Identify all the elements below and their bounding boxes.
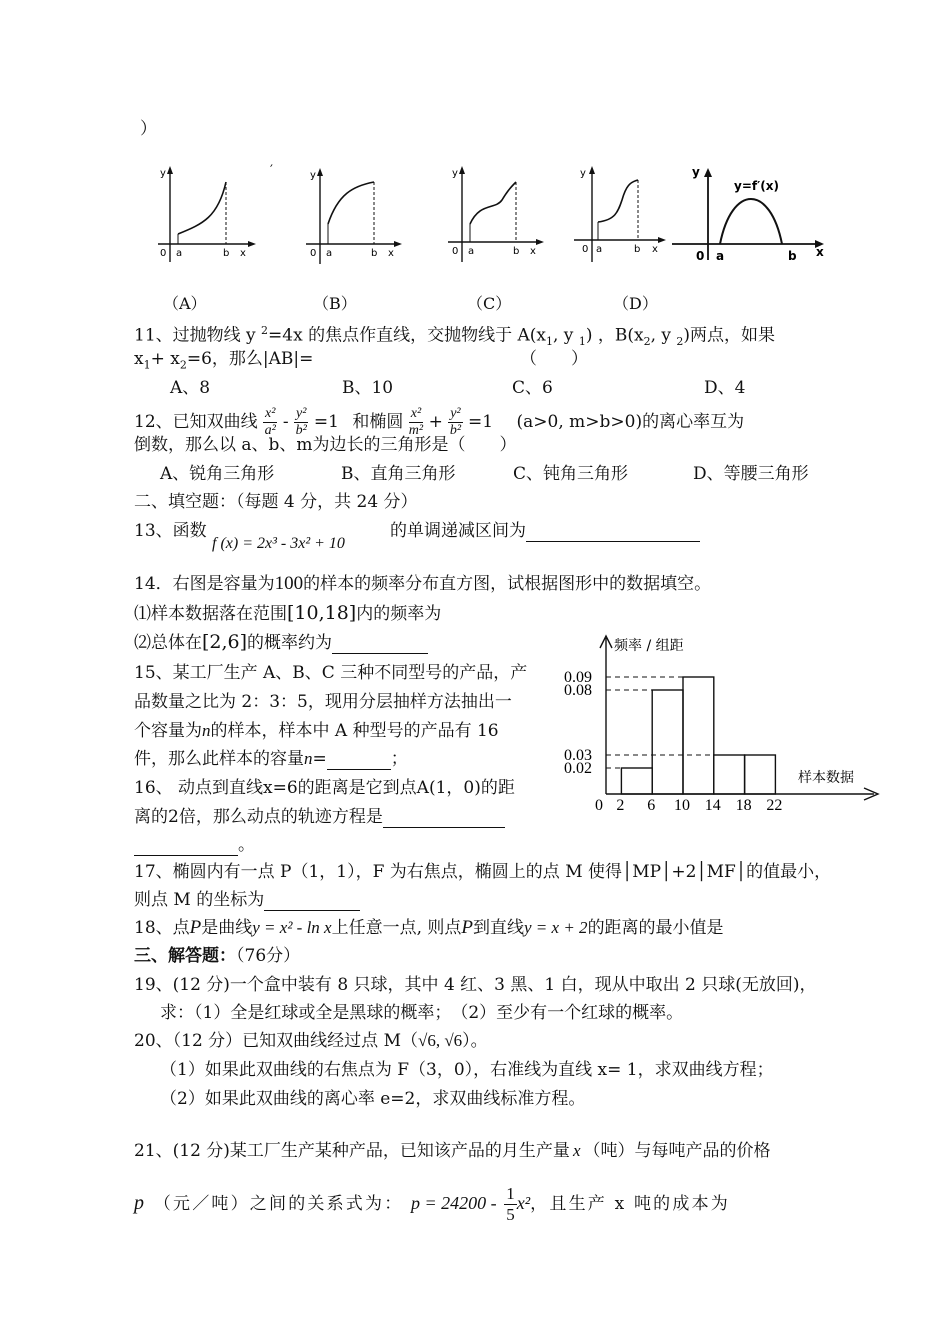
y-axis-label: y <box>310 170 316 181</box>
q14-answer-blank[interactable] <box>332 635 428 654</box>
q17-answer-blank[interactable] <box>264 892 360 911</box>
a-label: a <box>468 246 475 257</box>
q11-option-d: D、4 <box>704 378 746 398</box>
q15-line3: 个容量为n的样本，样本中 A 种型号的产品有 16 <box>134 721 499 741</box>
q17-line1: 17、椭圆内有一点 P（1，1），F 为右焦点，椭圆上的点 M 使得│MP│+2│MF│的值最小， <box>134 862 832 882</box>
q11-option-a: A、8 <box>170 378 211 398</box>
option-a-label: （A） <box>163 294 207 313</box>
graph-d <box>570 162 680 272</box>
option-c-label: （C） <box>467 294 512 313</box>
q21-line2: p （元／吨）之间的关系式为： p = 24200 - $\frac{1}{5}$ x²，且生产 x 吨的成本为 <box>134 1184 730 1224</box>
q12-frac-4: $\frac{\text{y²}}{\text{b²}}$ <box>449 406 462 438</box>
x-axis-label: x <box>816 245 824 259</box>
section-2-heading: 二、填空题：（每题 4 分，共 24 分） <box>134 492 418 512</box>
y-tick-label: 0.03 <box>564 747 592 764</box>
q11-line2: $x_1+ x_2=6$，那么|AB|= <box>134 349 314 372</box>
q13-answer-blank[interactable] <box>526 523 700 542</box>
top-paren: ） <box>140 119 157 139</box>
q15-answer-blank[interactable] <box>327 751 391 770</box>
q12-line1: 12、已知双曲线 $\frac{\text{x²}}{\text{a²}}$ - $\frac{\text{y²}}{\text{b²}}$ =1 和椭圆 $\frac{\text{x²}}{\text{m²}}$ + $\frac{\text{y²}}{\text{b²}}$ =1 (a>0, m>b>0)的离心率互为 <box>134 406 745 438</box>
y-axis-label: y <box>692 165 700 179</box>
fprime-label: y=f′(x) <box>734 179 779 193</box>
q14-line2: ⑴样本数据落在范围[10,18]内的频率为 <box>134 602 442 624</box>
x-tick-label: 14 <box>704 797 721 814</box>
graph-b <box>298 164 408 274</box>
x-axis-label: x <box>652 244 658 255</box>
q20-line3: （2）如果此双曲线的离心率 e=2，求双曲线标准方程。 <box>160 1089 586 1109</box>
q12-frac-3: $\frac{\text{x²}}{\text{m²}}$ <box>408 406 424 438</box>
q14-line3: ⑵总体在[2,6]的概率约为 <box>134 631 428 654</box>
q12-option-d: D、等腰三角形 <box>693 464 809 484</box>
q19-line2: 求：（1）全是红球或全是黑球的概率； （2）至少有一个红球的概率。 <box>160 1003 684 1023</box>
origin-label: 0 <box>582 244 589 255</box>
histogram-bar <box>621 768 652 794</box>
histogram-bar <box>683 677 714 794</box>
origin-label: 0 <box>160 248 167 259</box>
y-axis-title: 频率 / 组距 <box>614 638 684 654</box>
q12-option-b: B、直角三角形 <box>341 464 456 484</box>
stray-mark: ′ <box>270 163 273 178</box>
histogram-bar <box>745 755 776 794</box>
x-axis-label: x <box>388 248 394 259</box>
a-label: a <box>596 244 603 255</box>
q12-line2: 倒数，那么以 a、b、m为边长的三角形是（ ） <box>134 435 517 455</box>
q13-suffix: 的单调递减区间为 <box>390 520 700 542</box>
x-tick-label: 18 <box>735 797 752 814</box>
origin-label: 0 <box>310 248 317 259</box>
q19-line1: 19、(12 分)一个盒中装有 8 只球，其中 4 红、3 黑、1 白，现从中取出 2 只球(无放回)， <box>134 975 817 995</box>
q21-line1: 21、(12 分)某工厂生产某种产品，已知该产品的月生产量 x （吨）与每吨产品的价格 <box>134 1141 771 1161</box>
q11-option-c: C、6 <box>512 378 553 398</box>
q11-answer-paren: （ ） <box>520 349 588 369</box>
q16-answer-blank[interactable] <box>383 809 505 828</box>
a-label: a <box>326 248 333 259</box>
y-axis-label: y <box>452 168 458 179</box>
graph-c <box>440 162 550 272</box>
q20-line1: 20、（12 分）已知双曲线经过点 M（√6, √6）。 <box>134 1031 488 1051</box>
q16-line1: 16、 动点到直线x=6的距离是它到点A(1，0)的距 <box>134 778 515 798</box>
q13-prefix: 13、函数 <box>134 521 207 541</box>
histogram-bar <box>714 755 745 794</box>
q18-line: 18、点P是曲线y = x² - ln x上任意一点, 则点P到直线y = x + 2的距离的最小值是 <box>134 917 724 938</box>
option-d-label: （D） <box>613 294 658 313</box>
q15-line1: 15、某工厂生产 A、B、C 三种不同型号的产品，产 <box>134 663 528 683</box>
q12-frac-2: $\frac{\text{y²}}{\text{b²}}$ <box>295 406 307 438</box>
q16-line2: 离的2倍，那么动点的轨迹方程是 <box>134 806 505 828</box>
y-tick-label: 0.08 <box>564 682 592 699</box>
option-b-label: （B） <box>313 294 357 313</box>
q13-formula: f (x) = 2x³ - 3x² + 10 <box>212 535 345 552</box>
x-tick-label: 6 <box>647 797 656 814</box>
a-label: a <box>716 249 725 263</box>
graph-a <box>148 162 258 272</box>
x-tick-label: 2 <box>616 797 625 814</box>
x-axis-label: x <box>530 246 536 257</box>
x-tick-label: 0 <box>595 797 603 814</box>
x-tick-label: 22 <box>766 797 783 814</box>
section-3-heading: 三、解答题：（76分） <box>134 946 301 966</box>
q11-line1: 11、过抛物线 y $^2$=4x 的焦点作直线，交抛物线于 $A(x_1$, y $_1$) ，$B(x_2$, y $_2$)两点，如果 <box>134 324 776 349</box>
origin-label: 0 <box>452 246 459 257</box>
graph-fprime <box>670 164 830 264</box>
y-tick-label: 0.02 <box>564 760 592 777</box>
b-label: b <box>513 246 520 257</box>
q20-line2: （1）如果此双曲线的右焦点为 F（3，0），右准线为直线 x= 1，求双曲线方程； <box>160 1060 774 1080</box>
q12-frac-1: $\frac{\text{x²}}{\text{a²}}$ <box>264 406 276 438</box>
b-label: b <box>223 248 230 259</box>
q15-line2: 品数量之比为 2：3：5，现用分层抽样方法抽出一 <box>134 692 512 712</box>
q21-fraction: $\frac{1}{5}$ <box>506 1184 515 1224</box>
q14-line1: 14．右图是容量为100的样本的频率分布直方图，试根据图形中的数据填空。 <box>134 573 712 594</box>
y-axis-label: y <box>580 168 586 179</box>
x-tick-label: 10 <box>674 797 690 814</box>
q12-option-a: A、锐角三角形 <box>160 464 275 484</box>
q12-option-c: C、钝角三角形 <box>513 464 629 484</box>
x-axis-label: x <box>240 248 246 259</box>
y-axis-label: y <box>160 168 166 179</box>
y-tick-label: 0.09 <box>564 669 592 686</box>
q16-line3: 。 <box>134 834 255 856</box>
b-label: b <box>371 248 378 259</box>
a-label: a <box>176 248 183 259</box>
q15-line4: 件，那么此样本的容量n= ； <box>134 749 408 769</box>
q11-option-b: B、10 <box>342 378 394 398</box>
origin-label: 0 <box>696 249 705 263</box>
b-label: b <box>634 244 641 255</box>
q16-answer-blank-cont[interactable] <box>134 837 238 856</box>
b-label: b <box>788 249 797 263</box>
frequency-histogram <box>556 632 886 818</box>
q17-line2: 则点 M 的坐标为 <box>134 889 360 911</box>
histogram-bar <box>652 690 683 794</box>
x-axis-title: 样本数据 <box>798 770 854 786</box>
